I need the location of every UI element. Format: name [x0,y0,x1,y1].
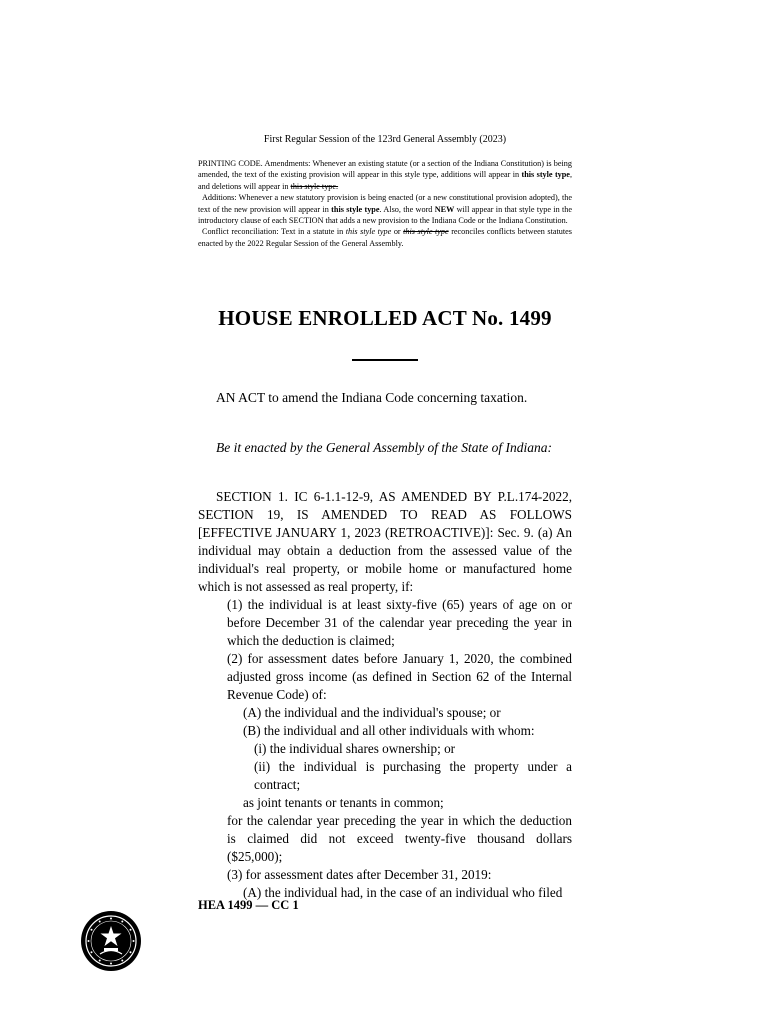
printing-code-text: will appear in that style type in the introductory clause of each SECTION that adds a new provision to the Indiana Code or the Indiana Constitution. [198,204,572,226]
clause-3: (3) for assessment dates after December 31, 2019: [227,867,492,882]
clause-1: (1) the individual is at least sixty-five (65) years of age on or before December 31 of the calendar year preceding the year in which the deduction is claimed; [227,597,572,648]
printing-code-bold-sample: this style type [331,204,380,214]
section-1-text: SECTION 1. IC 6-1.1-12-9, AS AMENDED BY P.L.174-2022, SECTION 19, IS AMENDED TO READ AS FOLLOWS [EFFECTIVE JANUARY 1, 2023 (RETROACTIVE)]: Sec. 9. (a) An individual may obtain a deduction from the assessed value of the individual's real property, or mobile home or manufactured home which is not assessed as real property, if: [198,489,572,594]
printing-code-text: or [391,227,404,237]
printing-code-text: PRINTING CODE. Amendments: Whenever an existing statute (or a section of the Indiana Constitution) is being amended, the text of the existing provision will appear in this style type, additions will appear in [198,159,572,180]
clause-2-b-ii: (ii) the individual is purchasing the property under a contract; [254,759,572,792]
enacting-clause: Be it enacted by the General Assembly of the State of Indiana: [216,440,553,455]
bill-body [198,488,572,902]
printing-code-additions [198,192,572,226]
clause-2-b: (B) the individual and all other individuals with whom: [243,723,535,738]
state-seal-icon [80,910,142,972]
printing-code-text: Additions: Whenever a new statutory provision is being enacted (or a new constitutional provision adopted), the text of the new provision will appear in [198,193,572,214]
calendar-year-line: for the calendar year preceding the year in which the deduction is claimed did not exceed twenty-five thousand dollars ($25,000); [227,813,572,864]
clause-2: (2) for assessment dates before January 1, 2020, the combined adjusted gross income (as defined in Section 62 of the Internal Revenue Code) of: [227,651,572,702]
printing-code-strike-italic-sample: this style type [403,227,449,237]
printing-code-text: reconciles conflicts between statutes enacted by the 2022 Regular Session of the General Assembly. [198,227,572,248]
printing-code-text: Conflict reconciliation: Text in a statute in [202,227,346,237]
printing-code-text: . Also, the word [379,204,435,214]
printing-code-strike-sample: this style type. [290,181,339,191]
printing-code-new-word: NEW [434,204,455,214]
printing-code-amendments [198,158,572,192]
clause-2-b-i: (i) the individual shares ownership; or [254,741,456,756]
title-divider [352,359,418,361]
printing-code-italic-sample: this style type [345,227,392,237]
printing-code-conflict [198,226,572,249]
act-title: HOUSE ENROLLED ACT No. 1499 [218,306,552,330]
clause-3-a: (A) the individual had, in the case of an individual who filed [243,885,563,900]
session-header: First Regular Session of the 123rd General Assembly (2023) [263,134,507,145]
joint-tenants-line: as joint tenants or tenants in common; [243,795,444,810]
printing-code-notice [198,158,572,249]
page-footer: HEA 1499 — CC 1 [198,898,299,912]
clause-2-a: (A) the individual and the individual's spouse; or [243,705,501,720]
printing-code-bold-sample: this style type [521,170,570,180]
printing-code-text: , and deletions will appear in [198,170,572,191]
act-description: AN ACT to amend the Indiana Code concerning taxation. [216,390,528,405]
